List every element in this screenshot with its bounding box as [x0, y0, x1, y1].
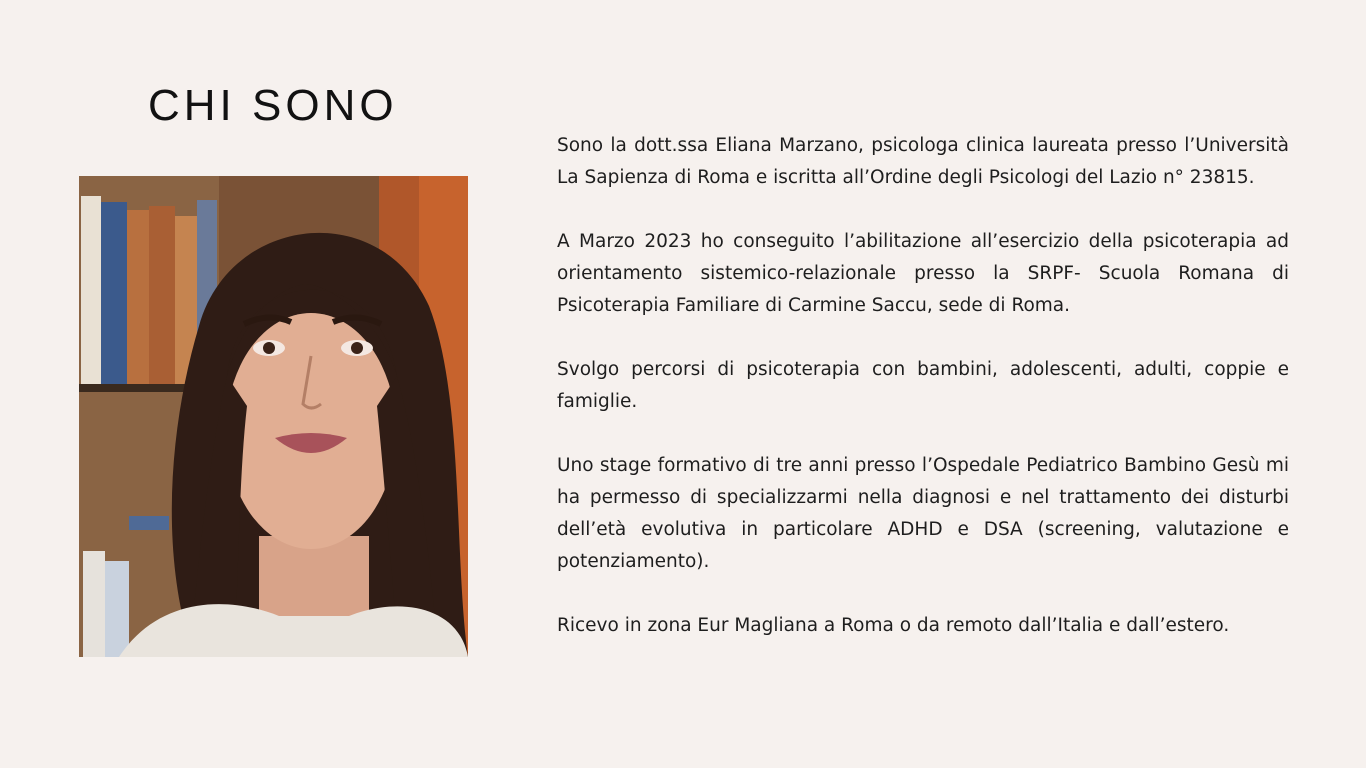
bio-paragraph-3: Svolgo percorsi di psicoterapia con bambini, adolescenti, adulti, coppie e famiglie. — [557, 359, 1289, 412]
bio-paragraph-1: Sono la dott.ssa Eliana Marzano, psicologa clinica laureata presso l’Università La Sapienza di Roma e iscritta all’Ordine degli Psicologi del Lazio n° 23815. — [557, 135, 1289, 188]
bio-paragraph-5: Ricevo in zona Eur Magliana a Roma o da remoto dall’Italia e dall’estero. — [557, 615, 1230, 636]
portrait-illustration — [79, 176, 468, 657]
bio-text — [557, 130, 1289, 674]
bio-paragraph-2: A Marzo 2023 ho conseguito l’abilitazione all’esercizio della psicoterapia ad orientamento sistemico-relazionale presso la SRPF- Scuola Romana di Psicoterapia Familiare di Carmine Saccu, sede di Roma. — [557, 231, 1289, 316]
portrait-photo — [79, 176, 468, 657]
bio-paragraph-4: Uno stage formativo di tre anni presso l’Ospedale Pediatrico Bambino Gesù mi ha permesso di specializzarmi nella diagnosi e nel trattamento dei disturbi dell’età evolutiva in particolare ADHD e DSA (screening, valutazione e potenziamento). — [557, 455, 1289, 572]
page-title: CHI SONO — [148, 81, 398, 130]
